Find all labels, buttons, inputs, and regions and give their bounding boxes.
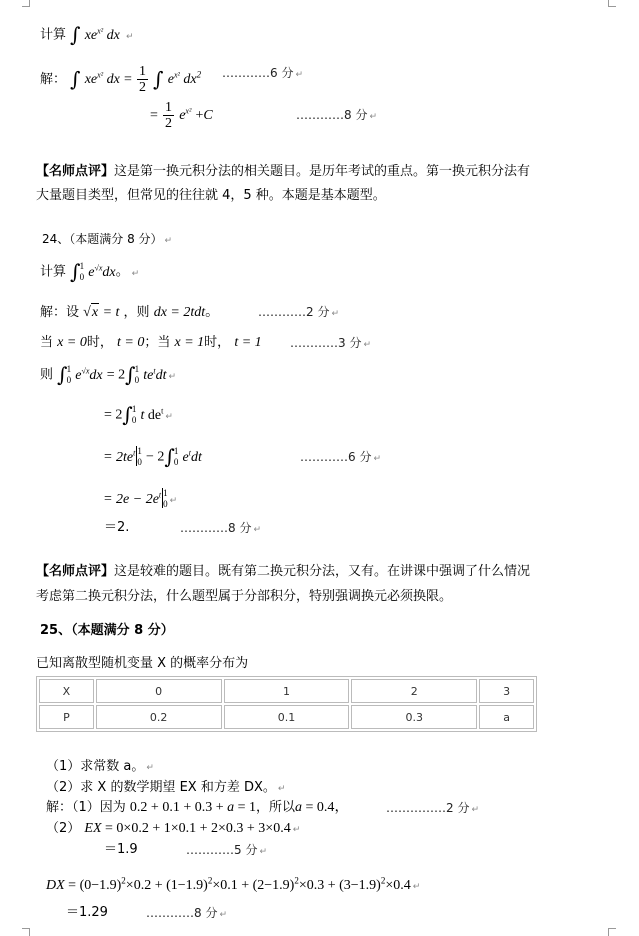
integral-sign: ∫ (70, 22, 81, 47)
return-mark: ↵ (253, 525, 261, 535)
q24-score-1-text: …………2 分 (258, 305, 330, 319)
fraction-one-half: $\frac{1}{2}$ (165, 100, 173, 131)
q25-variance-formula: DX = $(0-1.9)^2\times 0.2 + (1-1.9)^2\times 0.1 + (2-1.9)^2\times 0.3 + (3-1.9)^2\times 0.4$ (46, 875, 411, 893)
period-mark: ， (334, 800, 349, 815)
q24-score-1 (258, 303, 339, 323)
return-mark: ↵ (165, 411, 173, 422)
q25-sol2-label: （2） (46, 821, 81, 836)
q23-step1-rhs: $e^{x^2}$ $dx^2$ (167, 69, 202, 87)
q24-integrand: $e^{√x}dx$ (88, 263, 116, 280)
table-cell: P (39, 705, 94, 729)
integral-sign: ∫ (153, 67, 164, 91)
q25-heading (40, 622, 174, 640)
q24-review-tag: 【名师点评】 (36, 564, 115, 579)
q25-ex-result: ＝1.9 (104, 842, 138, 857)
integral-sign: ∫ (125, 362, 136, 387)
q25-score-3 (146, 904, 227, 924)
evaluation-limits: 1 0 (137, 446, 142, 468)
q24-score-3-text: …………6 分 (300, 450, 372, 464)
return-mark: ↵ (259, 847, 267, 857)
probability-distribution-table (36, 676, 537, 732)
q23-review-text-2: 大量题目类型，但常见的往往就 4，5 种。本题是基本题型。 (36, 188, 386, 203)
q23-prompt: 计算 (40, 27, 67, 43)
q24-then-text: ，则 (123, 305, 150, 320)
q25-score-1 (386, 799, 479, 819)
corner-mark-top-right (608, 0, 616, 7)
q23-score-2-text: …………8 分 (296, 108, 368, 122)
equals-sign: = (104, 491, 112, 507)
q24-step2-line (104, 402, 173, 426)
q24-step4-expr: $2e - 2e^t$ (116, 490, 162, 507)
integral-sign: ∫ (70, 259, 81, 284)
minus-sign: − 2 (146, 449, 165, 465)
q24-step1-lhs: $e^{√x}dx$ (75, 366, 103, 383)
q24-prompt-line (40, 259, 139, 283)
q24-limits-line (40, 334, 262, 352)
q25-sol1-mid: ，所以 (256, 800, 296, 815)
q25-sum-equation: 0.2 + 0.1 + 0.3 + a = 1 (129, 800, 257, 815)
q24-review-line-1 (36, 563, 530, 581)
q24-heading (42, 230, 172, 250)
q24-prompt: 计算 (40, 264, 67, 280)
table-cell: X (39, 679, 94, 703)
q24-when-1: 当 (40, 335, 54, 350)
integral-limits: 1 0 (134, 364, 140, 386)
q25-expectation-line (46, 820, 300, 839)
equals-sign: = (123, 72, 132, 87)
q24-when-4: 时， (204, 335, 231, 350)
table-row-p (39, 705, 534, 729)
q23-sol-label: 解： (40, 72, 67, 87)
return-mark: ↵ (169, 495, 178, 506)
q24-when-2: 时， (86, 335, 113, 350)
q25-solution-1 (46, 799, 348, 817)
q25-sol1-label: 解：（1）因为 (46, 800, 126, 815)
table-cell: 1 (224, 679, 350, 703)
q23-constant: +C (195, 108, 213, 123)
corner-mark-top-left (22, 0, 30, 7)
integral-sign: ∫ (57, 362, 68, 387)
return-mark: ↵ (219, 910, 227, 920)
return-mark: ↵ (412, 881, 421, 892)
table-cell: 0.1 (224, 705, 350, 729)
q24-result: ＝2. (104, 520, 130, 535)
q24-step3-line (104, 444, 202, 468)
q24-step3-term2: $e^tdt$ (182, 448, 202, 465)
q24-step1-line (40, 362, 176, 386)
q25-variance-line (46, 871, 420, 896)
q23-prompt-line (40, 22, 134, 46)
integral-sign: ∫ (164, 444, 175, 469)
table-cell: 2 (351, 679, 477, 703)
q25-score-2 (186, 841, 267, 861)
return-mark: ↵ (363, 340, 371, 350)
return-mark: ↵ (471, 805, 479, 815)
q23-result-line (150, 100, 213, 131)
q25-part1 (46, 758, 154, 777)
q25-ex-result-line (104, 841, 138, 859)
equals-sign: = 2 (106, 367, 126, 383)
q25-heading-text: 25、（本题满分 8 分） (40, 623, 174, 638)
table-row-x (39, 679, 534, 703)
q25-score-3-text: …………8 分 (146, 906, 218, 920)
q23-score-2 (296, 106, 377, 126)
q24-t-zero: t = 0 (116, 335, 145, 350)
return-mark: ↵ (369, 112, 377, 122)
integral-limits: 1 0 (79, 261, 85, 283)
q24-score-4-text: …………8 分 (180, 521, 252, 535)
q25-score-1-text: ……………2 分 (386, 801, 470, 815)
q24-step3-term1: $2te^t$ (116, 448, 136, 465)
equals-sign: = (104, 449, 112, 465)
q24-score-3 (300, 448, 381, 468)
q25-dx-result: ＝1.29 (66, 905, 108, 920)
q23-step1: $xe^{x^2}$ dx (84, 70, 120, 87)
q24-step2-expr: t $de^t$ (140, 406, 164, 423)
table-cell: 0.3 (351, 705, 477, 729)
q24-x-zero: x = 0 (57, 335, 87, 350)
q23-review-line-2 (36, 187, 386, 205)
return-mark: ↵ (373, 454, 381, 464)
q25-intro-text: 已知离散型随机变量 X 的概率分布为 (36, 656, 249, 671)
q24-score-2 (290, 334, 371, 354)
return-mark: ↵ (277, 784, 286, 794)
q25-part2 (46, 779, 285, 798)
q23-review-tag: 【名师点评】 (36, 164, 115, 179)
q24-x-one: x = 1 (174, 335, 205, 350)
q23-integrand: $xe^{x^2}$ dx (84, 26, 120, 43)
q24-differential: dx = 2tdt (153, 305, 206, 320)
q24-substitution: √x = t (83, 305, 120, 320)
return-mark: ↵ (164, 236, 173, 246)
q25-expectation-formula: EX = 0×0.2 + 1×0.1 + 2×0.3 + 3×0.4 (84, 821, 291, 836)
return-mark: ↵ (131, 268, 140, 279)
return-mark: ↵ (168, 371, 176, 382)
equals-sign: = 2 (104, 407, 123, 423)
q25-a-value: a = 0.4 (295, 800, 335, 815)
equals-sign: = (150, 108, 158, 123)
fraction-one-half: $\frac{1}{2}$ (139, 64, 147, 95)
q23-review-line-1 (36, 163, 530, 181)
q25-score-2-text: …………5 分 (186, 843, 258, 857)
q24-when-3: ；当 (144, 335, 171, 350)
integral-limits: 1 0 (173, 446, 179, 468)
table-cell: 0 (96, 679, 222, 703)
q23-score-1-text: …………6 分 (222, 66, 294, 80)
table-cell: 0.2 (96, 705, 222, 729)
integral-sign: ∫ (70, 67, 81, 91)
q25-dx-result-line (66, 904, 108, 922)
q24-score-2-text: …………3 分 (290, 336, 362, 350)
q23-review-text-1: 这是第一换元积分法的相关题目。是历年考试的重点。第一换元积分法有 (114, 164, 531, 179)
return-mark: ↵ (331, 309, 339, 319)
integral-limits: 1 0 (131, 404, 137, 426)
q24-substitution-line (40, 303, 219, 322)
period-mark: 。 (115, 264, 130, 280)
q24-review-text-2: 考虑第二换元积分法，什么题型属于分部积分，特别强调换元必须换限。 (36, 589, 453, 604)
q24-review-line-2 (36, 588, 452, 606)
q24-sol-text: 解：设 (40, 305, 80, 320)
return-mark: ↵ (295, 70, 303, 80)
q25-intro (36, 655, 248, 673)
q25-part1-text: （1）求常数 a。 (46, 759, 145, 774)
q24-score-4 (180, 519, 261, 539)
return-mark: ↵ (292, 825, 301, 835)
q24-step4-line (104, 486, 177, 510)
q23-result: $e^{x^2}$ (179, 106, 192, 123)
table-cell: a (479, 705, 534, 729)
q23-score-1 (222, 64, 303, 84)
q23-solution-line (40, 64, 201, 95)
return-mark: ↵ (125, 31, 134, 42)
return-mark: ↵ (146, 763, 154, 773)
q24-heading-text: 24、（本题满分 8 分） (42, 232, 163, 246)
evaluation-limits: 1 0 (163, 488, 168, 510)
q24-step1-rhs: $te^tdt$ (143, 366, 167, 383)
integral-limits: 1 0 (66, 364, 72, 386)
q24-then-label: 则 (40, 367, 54, 383)
q24-result-line (104, 519, 129, 537)
q24-review-text-1: 这是较难的题目。既有第二换元积分法，又有。在讲课中强调了什么情况 (114, 564, 531, 579)
period-mark: 。 (205, 305, 220, 320)
q24-t-one: t = 1 (234, 335, 262, 350)
integral-sign: ∫ (122, 402, 133, 427)
table-cell: 3 (479, 679, 534, 703)
q25-part2-text: （2）求 X 的数学期望 EX 和方差 DX。 (46, 780, 276, 795)
